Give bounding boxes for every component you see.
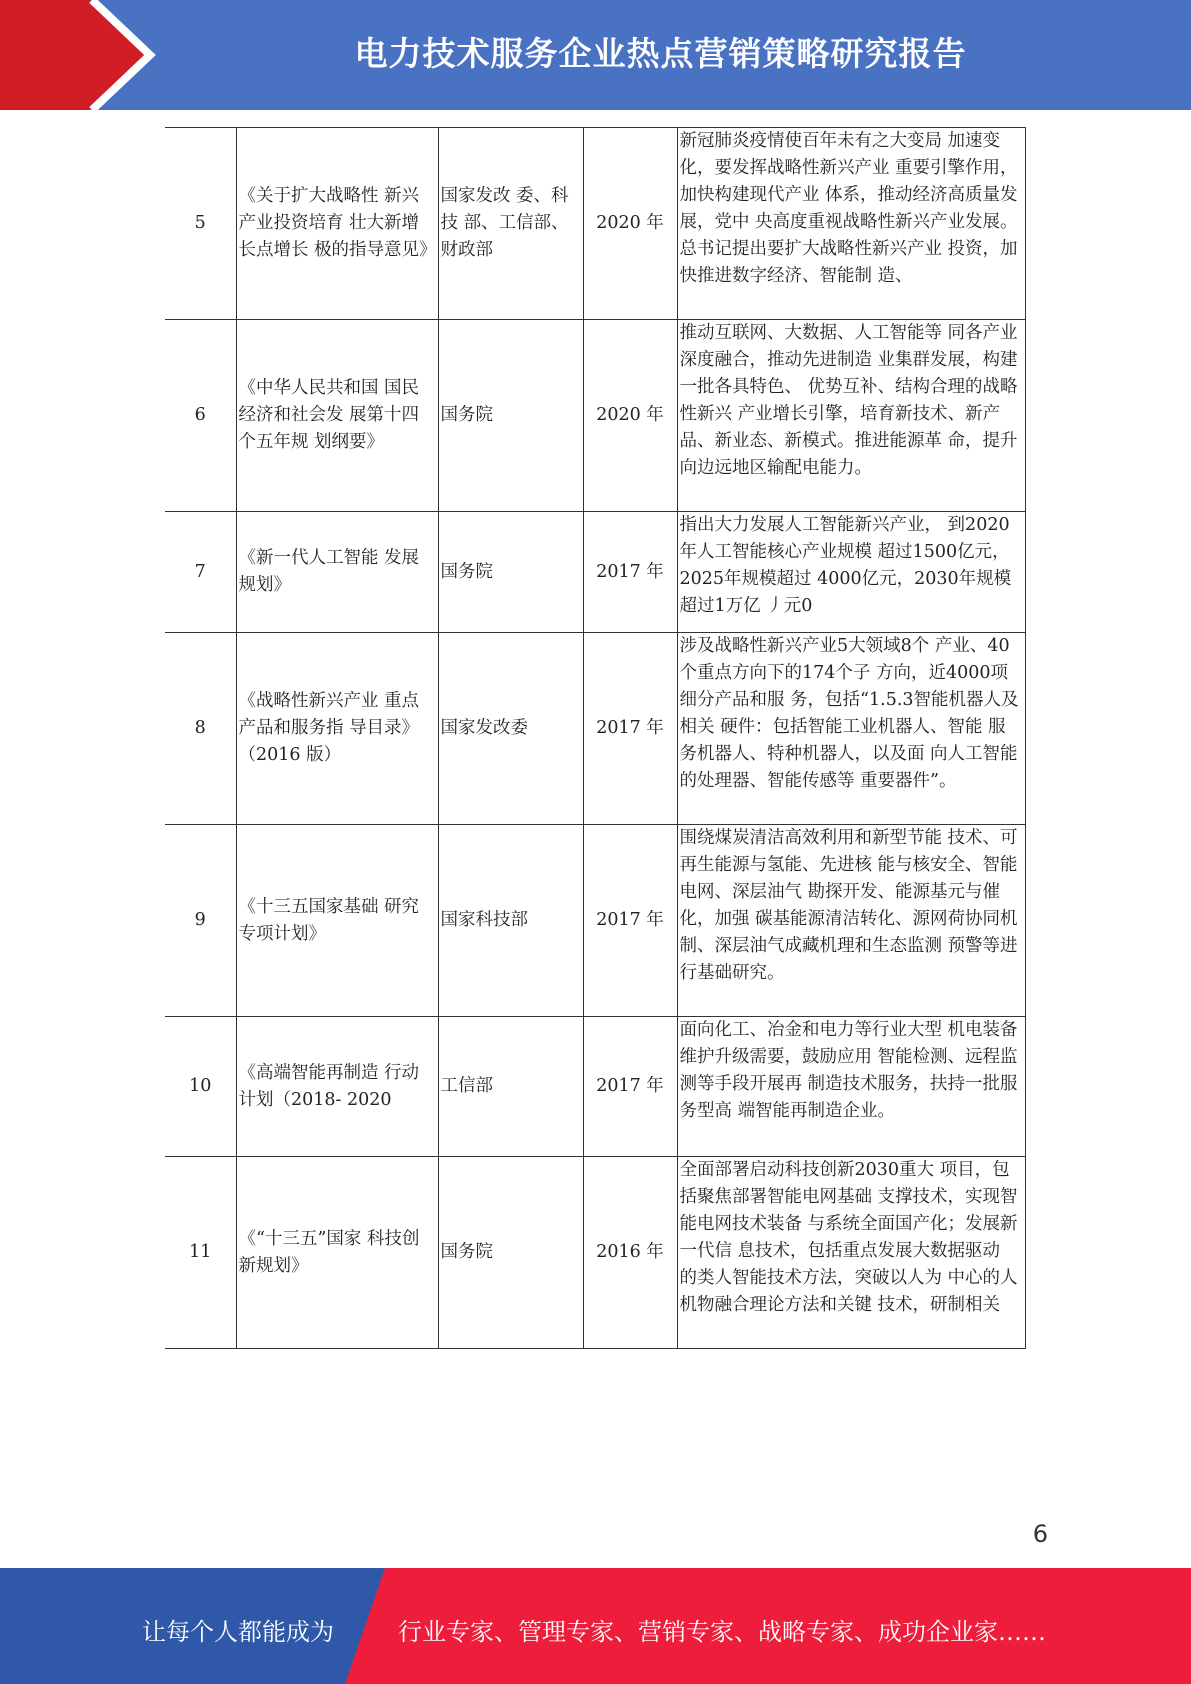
issuing-department: 国家发改委 [438, 633, 583, 825]
row-number: 8 [165, 633, 236, 825]
table-row [165, 633, 1025, 825]
footer-slogan-left: 让每个人都能成为 [142, 1618, 334, 1646]
policy-description-cell [677, 633, 1025, 825]
policy-description: 推动互联网、大数据、人工智能等 同各产业深度融合，推动先进制造 业集群发展，构建一批各具特色、 优势互补、结构合理的战略性新兴 产业增长引擎，培育新技术、新产 品、新业态、新模式。推进能源革 命，提升向边远地区输配电能力。 [679, 323, 1018, 478]
policy-name: 《“十三五”国家 科技创新规划》 [236, 1157, 438, 1349]
issue-year: 2016 年 [583, 1157, 677, 1349]
policy-description: 涉及战略性新兴产业5大领域8个 产业、40个重点方向下的174个子 方向，近4000项细分产品和服 务，包括“1.5.3智能机器人及相关 硬件：包括智能工业机器人、智能 服务机器人、特种机器人，以及面 向人工智能的处理器、智能传感等 重要器件”。 [679, 636, 1019, 791]
policy-description-cell [677, 320, 1025, 512]
table-row [165, 1017, 1025, 1157]
policy-name: 《十三五国家基础 研究专项计划》 [236, 825, 438, 1017]
page-footer [0, 1568, 1191, 1684]
issue-year: 2017 年 [583, 1017, 677, 1157]
policy-name: 《关于扩大战略性 新兴产业投资培育 壮大新增长点增长 极的指导意见》 [236, 128, 438, 320]
issuing-department: 国家发改 委、科技 部、工信部、财政部 [438, 128, 583, 320]
report-title: 电力技术服务企业热点营销策略研究报告 [354, 34, 967, 73]
row-number: 6 [165, 320, 236, 512]
policy-name: 《新一代人工智能 发展规划》 [236, 512, 438, 633]
policy-description-cell [677, 128, 1025, 320]
policy-description: 指出大力发展人工智能新兴产业， 到2020年人工智能核心产业规模 超过1500亿元，2025年规模超过 4000亿元，2030年规模超过1万亿 丿元0 [679, 515, 1012, 616]
table-row [165, 320, 1025, 512]
policy-description-cell [677, 1157, 1025, 1349]
row-number: 7 [165, 512, 236, 633]
page-number: 6 [1032, 1520, 1048, 1548]
issue-year: 2020 年 [583, 320, 677, 512]
row-number: 11 [165, 1157, 236, 1349]
policy-description: 面向化工、冶金和电力等行业大型 机电装备维护升级需要，鼓励应用 智能检测、远程监测等手段开展再 制造技术服务，扶持一批服务型高 端智能再制造企业。 [679, 1020, 1018, 1121]
issuing-department: 工信部 [438, 1017, 583, 1157]
issuing-department: 国务院 [438, 512, 583, 633]
issue-year: 2017 年 [583, 825, 677, 1017]
table-row [165, 128, 1025, 320]
table-row [165, 512, 1025, 633]
policy-name: 《中华人民共和国 国民经济和社会发 展第十四个五年规 划纲要》 [236, 320, 438, 512]
issuing-department: 国家科技部 [438, 825, 583, 1017]
policy-description-cell [677, 1017, 1025, 1157]
policy-description: 围绕煤炭清洁高效利用和新型节能 技术、可再生能源与氢能、先进核 能与核安全、智能电网、深层油气 勘探开发、能源基元与催化，加强 碳基能源清洁转化、源网荷协同机制、深层油气成藏机理和生态监测 预警等进行基础研究。 [679, 828, 1018, 983]
row-number: 10 [165, 1017, 236, 1157]
policy-description-cell [677, 825, 1025, 1017]
policy-description: 新冠肺炎疫情使百年未有之大变局 加速变化，要发挥战略性新兴产业 重要引擎作用，加快构建现代产业 体系，推动经济高质量发展，党中 央高度重视战略性新兴产业发展。总书记提出要扩大战略性新兴产业 投资，加快推进数字经济、智能制 造、 [679, 131, 1018, 286]
row-number: 9 [165, 825, 236, 1017]
issue-year: 2017 年 [583, 633, 677, 825]
policy-table [165, 127, 1026, 1349]
table-row [165, 825, 1025, 1017]
table-row [165, 1157, 1025, 1349]
page-header [0, 0, 1191, 110]
issuing-department: 国务院 [438, 1157, 583, 1349]
footer-slogan-right: 行业专家、管理专家、营销专家、战略专家、成功企业家…… [398, 1618, 1046, 1646]
policy-description: 全面部署启动科技创新2030重大 项目，包括聚焦部署智能电网基础 支撑技术，实现智能电网技术装备 与系统全面国产化；发展新一代信 息技术，包括重点发展大数据驱动 的类人智能技术方法，突破以人为 中心的人机物融合理论方法和关键 技术，研制相关 [679, 1160, 1018, 1315]
issuing-department: 国务院 [438, 320, 583, 512]
policy-name: 《战略性新兴产业 重点产品和服务指 导目录》（2016 版） [236, 633, 438, 825]
policy-name: 《高端智能再制造 行动计划（2018- 2020 [236, 1017, 438, 1157]
row-number: 5 [165, 128, 236, 320]
issue-year: 2017 年 [583, 512, 677, 633]
issue-year: 2020 年 [583, 128, 677, 320]
policy-description-cell [677, 512, 1025, 633]
